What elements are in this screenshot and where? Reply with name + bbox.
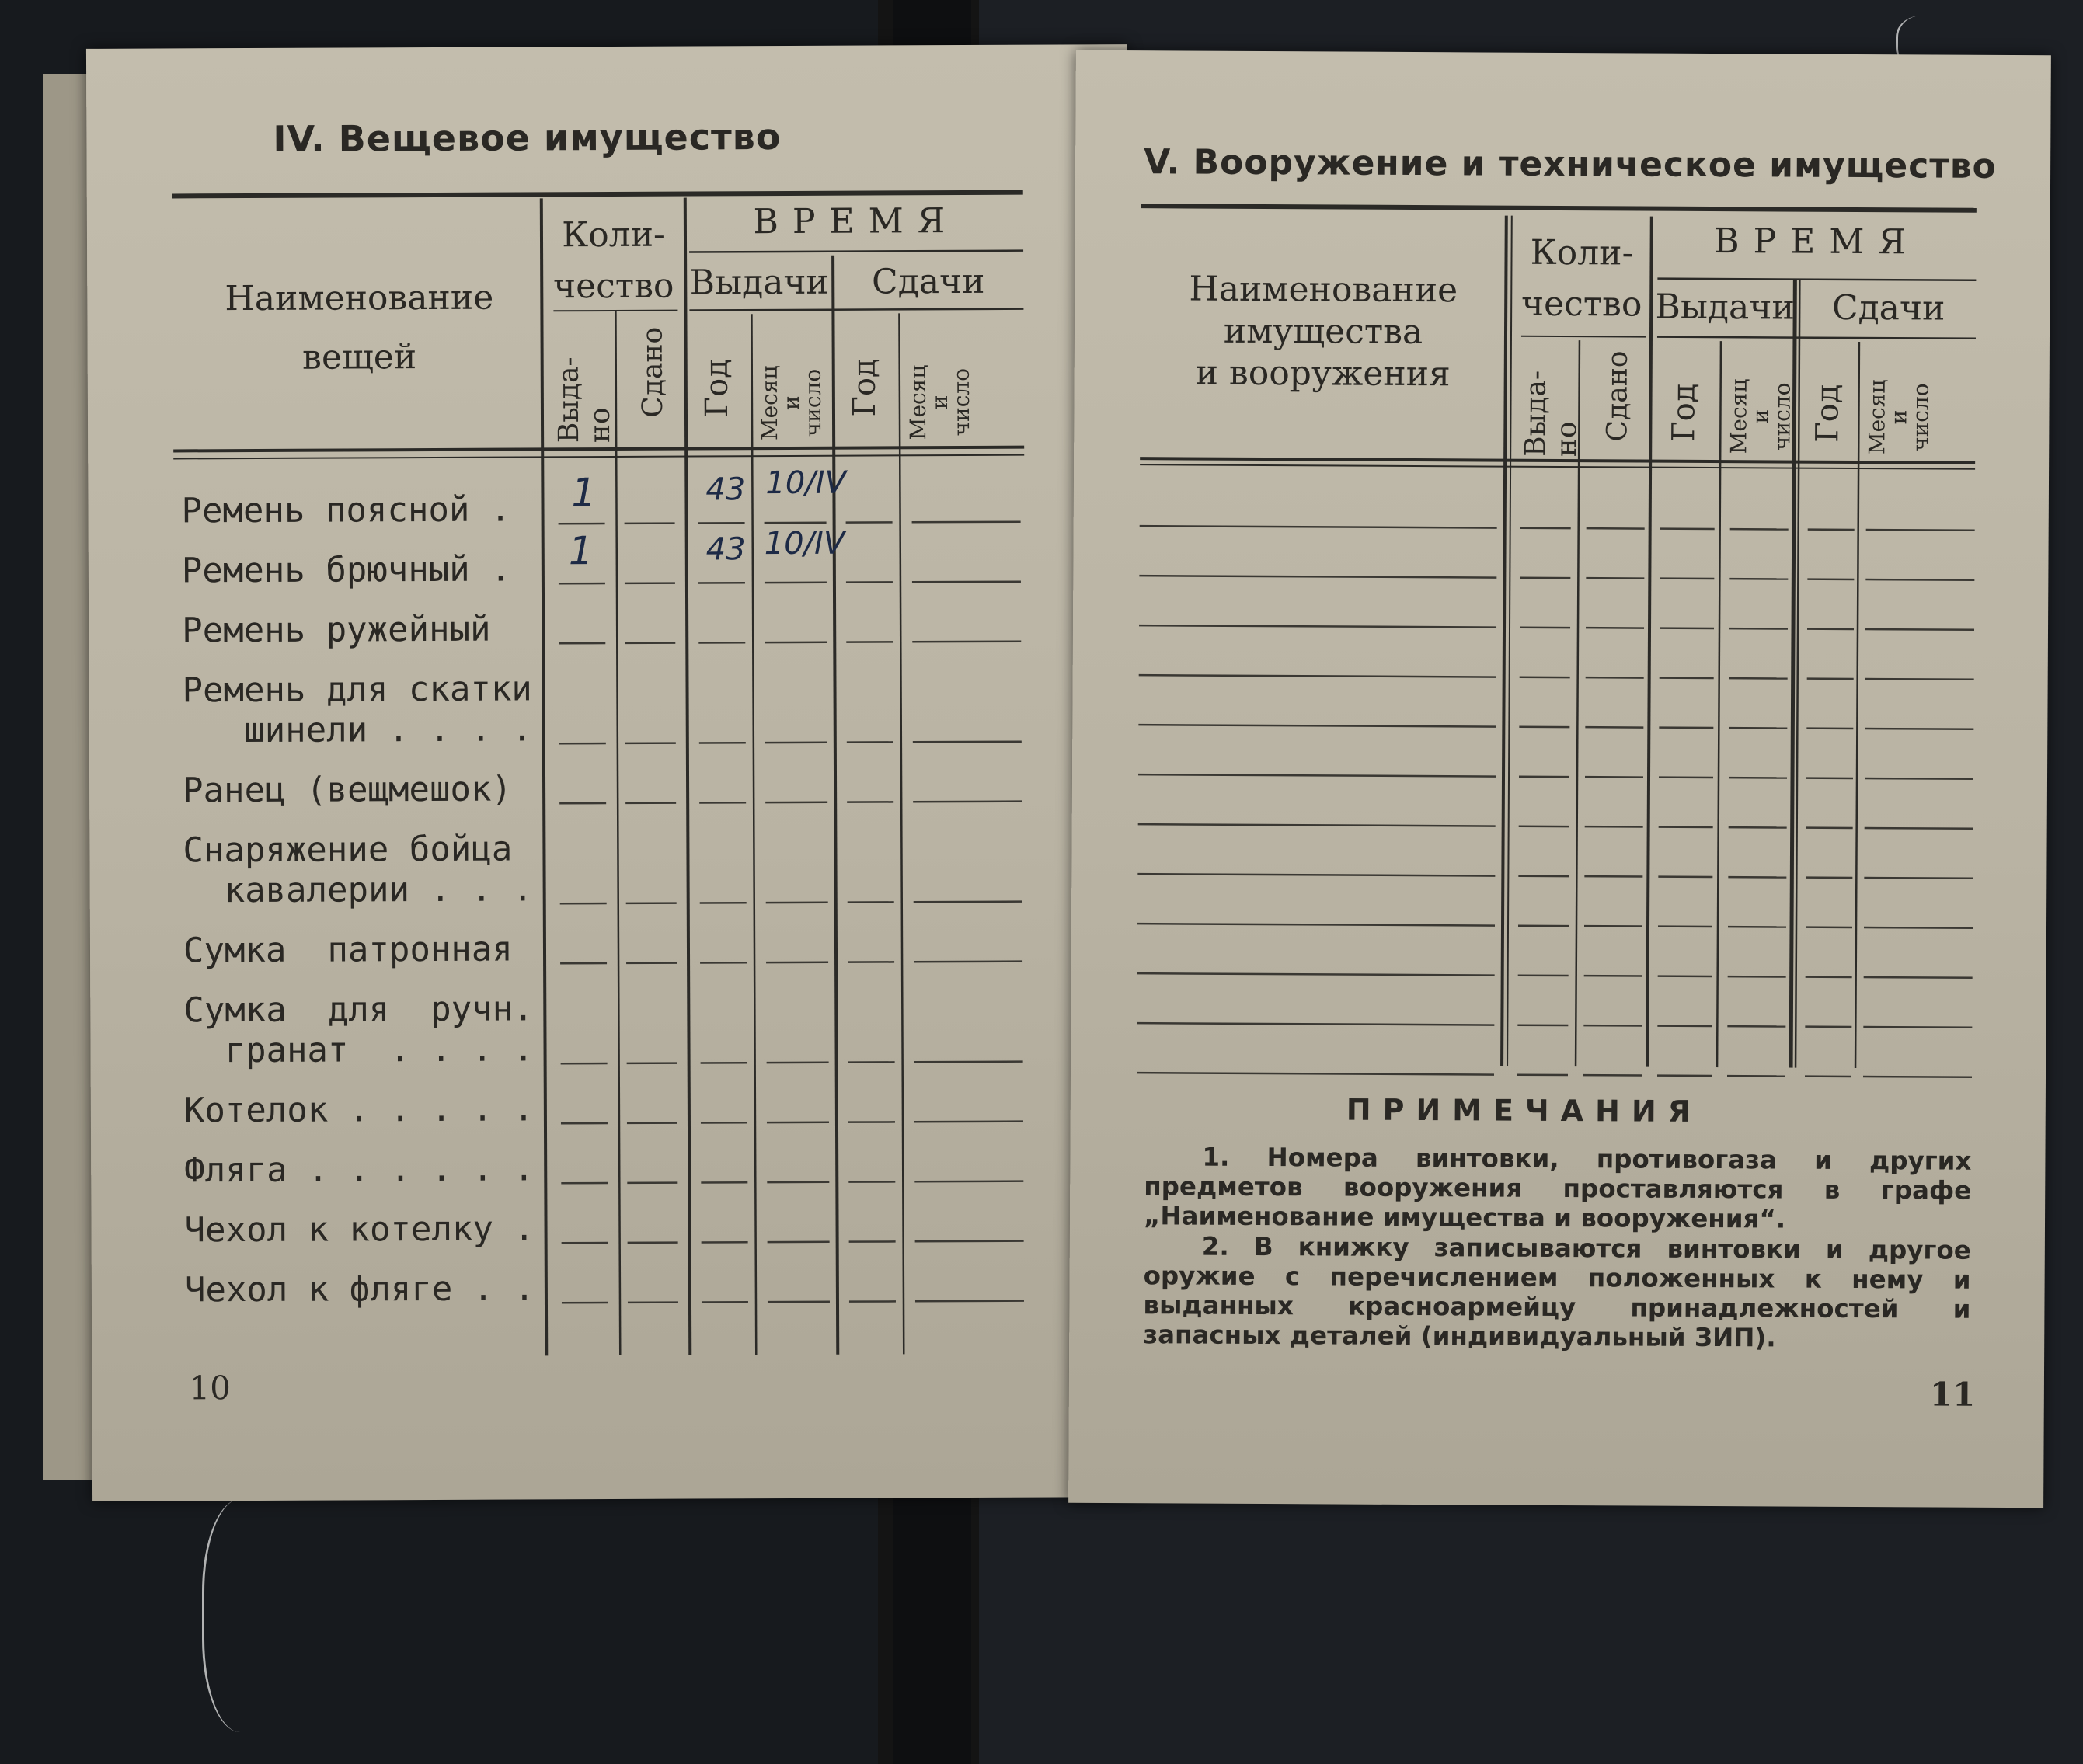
section-title: V. Вооружение и техническое имущество [1144,142,1997,186]
row-rule [1865,828,1973,829]
item-name: Снаряжение бойца кавалерии . . . [183,829,534,911]
note-2: 2. В книжку записываются винтовки и другое оружие с перечислением положенных к нему и выданных красноармейцу принадлежностей и запасных деталей (индивидуальный ЗИП). [1143,1231,1971,1353]
row-rule [1137,874,1495,875]
column-header-month: Месяц и число [1726,378,1796,454]
row-rule [1865,679,1974,680]
column-header-issued: Выда- но [1520,370,1583,458]
row-rule [912,582,1021,583]
row-rule [1137,924,1495,925]
column-header-quantity: Коли- чество [552,214,674,307]
left-page [86,44,1134,1501]
row-rule [914,1181,1023,1182]
row-rule [1138,824,1496,826]
row-rule [1864,878,1973,879]
row-rule [914,902,1022,903]
handwritten-year: 43 [705,471,746,508]
section-title: IV. Вещевое имущество [273,116,782,160]
item-name: Сумка для ручн. гранат . . . . [183,989,535,1071]
handwritten-date: 10/IV [765,464,847,502]
row-rule [913,742,1022,743]
row-rule [1137,973,1495,975]
column-header-year-2: Год [846,358,883,417]
row-rule [1865,778,1973,779]
row-rule [1139,576,1496,577]
column-header-issued: Выда- но [552,357,617,444]
row-rule [1139,625,1496,627]
row-rule [915,1301,1024,1302]
row-rule [1866,530,1975,531]
row-rule [912,522,1021,523]
column-header-issue: Выдачи [689,262,829,303]
right-page [1068,50,2051,1508]
column-header-month-2: Месяц и число [1864,379,1934,455]
row-rule [1140,526,1497,527]
row-rule [1865,579,1974,580]
item-name: Котелок . . . . . [183,1089,535,1131]
handwritten-qty: 1 [571,470,597,516]
column-header-issue: Выдачи [1655,287,1795,328]
item-name: Фляга . . . . . . [184,1149,535,1191]
item-name: Ремень поясной . [181,489,511,531]
item-name: Ремень для скатки шинели . . . . [182,669,533,751]
column-header-quantity: Коли- чество [1520,232,1642,325]
column-header-year: Год [698,359,736,418]
row-rule [1864,927,1973,928]
column-header-month-2: Месяц и число [904,364,975,440]
item-name: Чехол к котелку . [184,1209,535,1251]
page-number: 10 [189,1369,232,1407]
item-name: Ранец (вещмешок) [182,769,513,811]
column-header-time: ВРЕМЯ [1714,221,1921,263]
handwritten-year: 43 [705,531,746,568]
column-header-time: ВРЕМЯ [753,201,960,242]
handwritten-qty: 1 [568,528,594,574]
row-rule [1137,1073,1494,1074]
column-header-month: Месяц и число [756,365,827,441]
row-rule [914,1062,1023,1063]
page-number: 11 [1929,1375,1976,1414]
column-header-surrender: Сдачи [871,261,985,302]
item-name: Чехол к фляге . . [184,1268,535,1310]
row-rule [1865,629,1974,630]
column-header-year-2: Год [1810,384,1846,443]
column-header-name: Наименование имущества и вооружения [1189,269,1458,395]
column-header-returned: Сдано [1601,350,1634,442]
handwritten-date: 10/IV [764,525,845,562]
row-rule [1138,774,1496,776]
notes-title: ПРИМЕЧАНИЯ [1346,1092,1703,1129]
row-rule [1139,675,1496,677]
row-rule [1864,977,1973,978]
item-name: Ремень ружейный [182,609,491,651]
loose-thread [202,1499,298,1732]
row-rule [915,1241,1024,1242]
column-header-name: Наименование вещей [225,277,494,378]
item-name: Сумка патронная [183,929,513,971]
row-rule [1137,1023,1494,1025]
row-rule [1138,725,1496,726]
column-header-surrender: Сдачи [1831,287,1945,329]
column-header-year: Год [1666,383,1702,442]
item-name: Ремень брючный . [181,549,511,591]
note-1: 1. Номера винтовки, противогаза и других предметов вооружения проставляются в графе „Наименование имущества и вооружения“. [1143,1142,1972,1234]
column-header-returned: Сдано [636,326,670,418]
row-rule [1863,1027,1972,1028]
